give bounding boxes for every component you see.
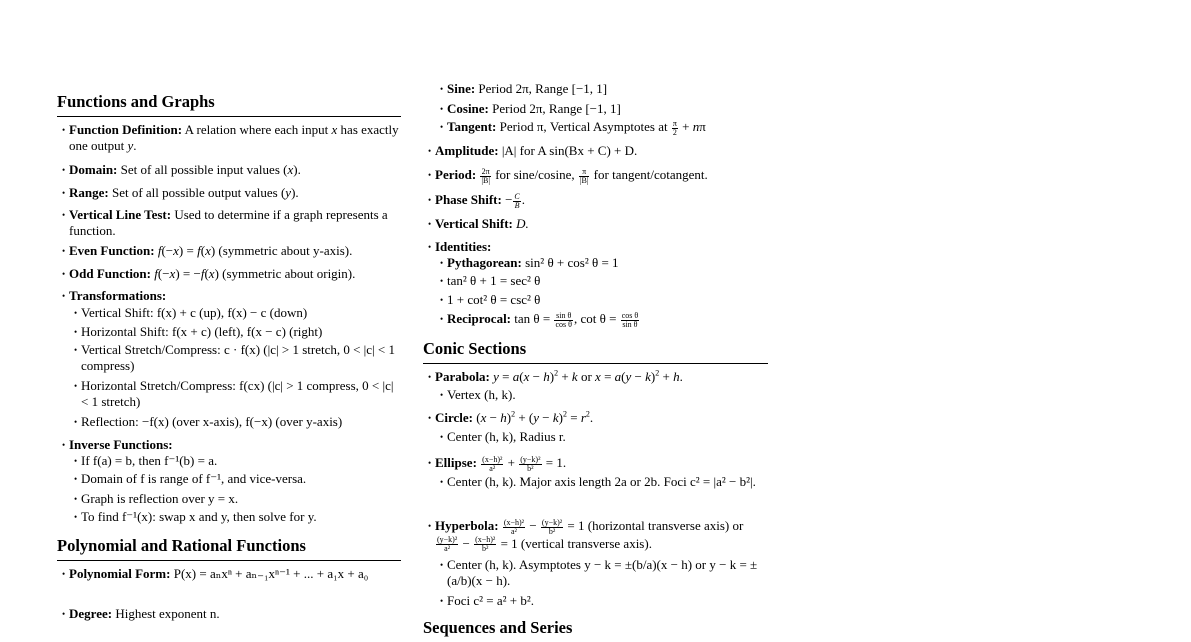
sublist-item-cosine: • Cosine: Period 2π, Range [−1, 1] (435, 101, 768, 117)
list-item-ellipse: • Ellipse: $\frac{\text{(x−h)²}}{\text{a²}}$ + $\frac{\text{(y−k)²}}{\text{b²}}$ = 1. (423, 455, 768, 473)
sublist-item-reciprocal: • Reciprocal: tan θ = $\frac{\text{sin θ}}{\text{cos θ}}$ , cot θ = $\frac{\text{cos θ}}{\text{sin θ}}$ (435, 311, 768, 329)
sublist-item: • Center (h, k). Major axis length 2a or 2b. Foci c² = |a² − b²|. (435, 474, 768, 490)
list-item-circle: • Circle: $(x - h)^2 + (y - k)^2 = r^2$. (423, 410, 768, 426)
sublist-item: • If f(a) = b, then f⁻¹(b) = a. (69, 453, 401, 469)
list-item-range: • Range: Set of all possible output values (y). (57, 185, 401, 201)
list-item-function-definition: • Function Definition: A relation where each input x has exactly one output y. (57, 122, 401, 154)
list-item-odd-function: • Odd Function: f(−x) = −f(x) (symmetric about origin). (57, 266, 401, 282)
list-item-vertical-shift: • Vertical Shift: D. (423, 216, 768, 232)
section-heading-functions-graphs: Functions and Graphs (57, 92, 401, 117)
sublist-item-sine: • Sine: Period 2π, Range [−1, 1] (435, 81, 768, 97)
list-item-period: • Period: $\frac{2\pi}{|B|}$ for sine/cosine, $\frac{\pi}{|B|}$ for tangent/cotangent. (423, 167, 768, 185)
list-item-domain: • Domain: Set of all possible input values (x). (57, 162, 401, 178)
sublist-item: • Vertical Shift: f(x) + c (up), f(x) − c (down) (69, 305, 401, 321)
list-item-hyperbola: • Hyperbola: $\frac{\text{(x−h)²}}{\text{a²}}$ − $\frac{\text{(y−k)²}}{\text{b²}}$ = 1 (horizontal transverse axis) or $\frac{\text{(y−k)²}}{\text{a²}}$ − $\frac{\text{(x−h)²}}{\text{b²}}$ = 1 (vertical transverse axis). (423, 518, 768, 553)
sublist-item: • To find f⁻¹(x): swap x and y, then solve for y. (69, 509, 401, 525)
list-item-parabola: • Parabola: $y = a(x - h)^2 + k$ or $x = a(y - k)^2 + h$. (423, 369, 768, 385)
sublist-item: • Horizontal Shift: f(x + c) (left), f(x − c) (right) (69, 324, 401, 340)
sublist-item: • Graph is reflection over y = x. (69, 491, 401, 507)
sublist-item: • Center (h, k), Radius r. (435, 429, 768, 445)
sublist-item: • tan² θ + 1 = sec² θ (435, 273, 768, 289)
list-item-even-function: • Even Function: f(−x) = f(x) (symmetric about y-axis). (57, 243, 401, 259)
sublist-item: • Horizontal Stretch/Compress: f(cx) (|c| > 1 compress, 0 < |c| < 1 stretch) (69, 378, 401, 410)
list-item-amplitude: • Amplitude: |A| for A sin(Bx + C) + D. (423, 143, 768, 159)
sublist-item: • Vertical Stretch/Compress: c · f(x) (|c| > 1 stretch, 0 < |c| < 1 compress) (69, 342, 401, 374)
list-item-inverse-functions: • Inverse Functions: (57, 437, 401, 453)
list-item-vertical-line-test: • Vertical Line Test: Used to determine if a graph represents a function. (57, 207, 401, 239)
list-item-identities: • Identities: (423, 239, 768, 255)
list-item-polynomial-form: • Polynomial Form: P(x) = aₙxⁿ + aₙ₋₁xⁿ⁻¹ + ... + a₁x + a₀ (57, 566, 401, 582)
list-item-phase-shift: • Phase Shift: − $\frac{C}{B}$ . (423, 192, 768, 210)
section-heading-sequences-series: Sequences and Series (423, 618, 573, 637)
sublist-item: • 1 + cot² θ = csc² θ (435, 292, 768, 308)
sublist-item-tangent: • Tangent: Period π, Vertical Asymptotes at $\frac{\pi}{2}$ + nπ (435, 119, 768, 137)
sublist-item: • Vertex (h, k). (435, 387, 768, 403)
section-heading-conic-sections: Conic Sections (423, 339, 768, 364)
list-item-transformations: • Transformations: (57, 288, 401, 304)
sublist-item: • Domain of f is range of f⁻¹, and vice-versa. (69, 471, 401, 487)
section-heading-polynomial-rational: Polynomial and Rational Functions (57, 536, 401, 561)
sublist-item: • Center (h, k). Asymptotes y − k = ±(b/a)(x − h) or y − k = ±(a/b)(x − h). (435, 557, 768, 589)
list-item-degree: • Degree: Highest exponent n. (57, 606, 401, 622)
sublist-item-pythagorean: • Pythagorean: sin² θ + cos² θ = 1 (435, 255, 768, 271)
sublist-item: • Reflection: −f(x) (over x-axis), f(−x) (over y-axis) (69, 414, 401, 430)
sublist-item: • Foci c² = a² + b². (435, 593, 768, 609)
